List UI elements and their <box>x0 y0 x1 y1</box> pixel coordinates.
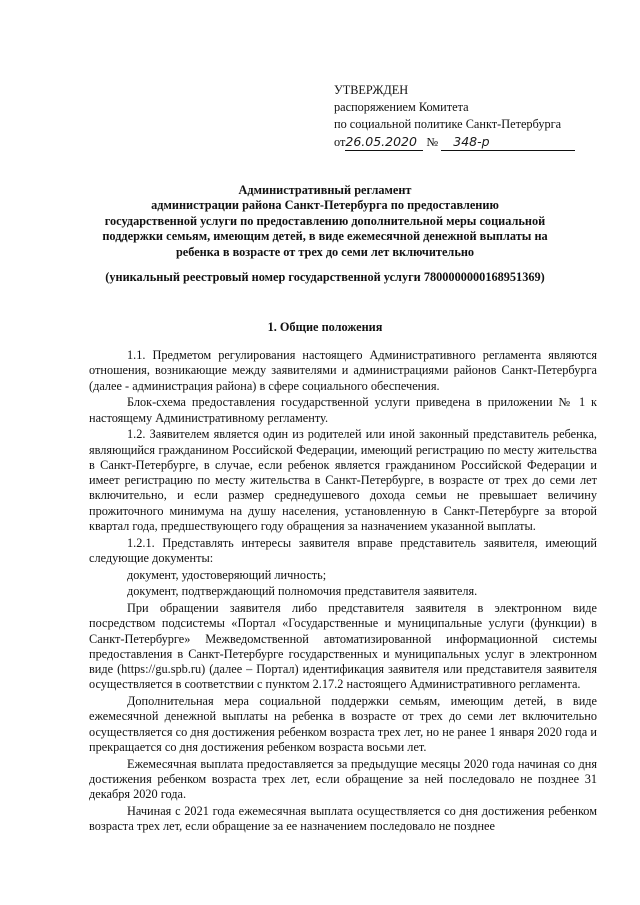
title-line: Административный регламент <box>238 183 412 197</box>
approval-block <box>334 82 624 151</box>
title-line: администрации района Санкт-Петербурга по предоставлению <box>151 198 499 213</box>
title-line: поддержки семьям, имеющим детей, в виде ежемесячной денежной выплаты на <box>102 229 548 244</box>
registry-number: (уникальный реестровый номер государственной услуги 7800000000168951369) <box>105 270 545 284</box>
paragraph: Ежемесячная выплата предоставляется за предыдущие месяцы 2020 года начиная со дня достижения ребенком возраста трех лет, если обращение за ней последовало не позднее 31 декабря 2020 года. <box>89 756 597 801</box>
approval-date-line <box>334 133 624 151</box>
handwritten-number: 348-р <box>441 133 575 151</box>
approval-heading: УТВЕРЖДЕН <box>334 83 409 97</box>
handwritten-date: 26.05.2020 <box>345 133 423 151</box>
approval-line-1: распоряжением Комитета <box>334 100 469 114</box>
date-prefix: от <box>334 135 346 149</box>
paragraph: 1.2.1. Представлять интересы заявителя вправе представитель заявителя, имеющий следующие документы: <box>89 535 597 565</box>
document-body <box>89 348 597 836</box>
paragraph: Блок-схема предоставления государственной услуги приведена в приложении № 1 к настоящему Административному регламенту. <box>89 395 597 425</box>
paragraph: 1.2. Заявителем является один из родителей или иной законный представитель ребенка, являющийся гражданином Российской Федерации, имеющий регистрацию по месту жительства в Санкт-Петербурге, в случае, если ребенок является гражданином Российской Федерации и имеет регистрацию по месту жительства в Санкт-Петербурге, в возрасте от трех до семи лет включительно, и если размер среднедушевого дохода семьи не превышает величину прожиточного минимума на душу населения, установленную в Санкт-Петербурге за второй квартал года, предшествующего году обращения за назначением указанной выплаты. <box>89 427 597 533</box>
paragraph: 1.1. Предметом регулирования настоящего Административного регламента являются отношения, возникающие между заявителями и администрациями районов Санкт-Петербурга (далее - администрация района) в сфере социального обеспечения. <box>89 348 597 393</box>
paragraph: Начиная с 2021 года ежемесячная выплата осуществляется со дня достижения ребенком возраста трех лет, если обращение за ее назначением последовало не позднее <box>89 803 597 833</box>
paragraph: Дополнительная мера социальной поддержки семьям, имеющим детей, в виде ежемесячной денежной выплаты на ребенка в возрасте от трех до семи лет включительно осуществляется со дня достижения ребенком возраста трех лет, но не ранее 1 января 2020 года и прекращается со дня достижения ребенком возраста восьми лет. <box>89 694 597 754</box>
section-title: 1. Общие положения <box>267 320 383 334</box>
document-title <box>80 183 570 260</box>
paragraph: документ, подтверждающий полномочия представителя заявителя. <box>127 584 478 599</box>
paragraph: При обращении заявителя либо представителя заявителя в электронном виде посредством подсистемы «Портал «Государственные и муниципальные услуги (функции) в Санкт-Петербурге» Межведомственной автоматизированной информационной системы предоставления в Санкт-Петербурге государственных и муниципальных услуг в электронном виде (https://gu.spb.ru) (далее – Портал) идентификация заявителя или представителя заявителя осуществляется в соответствии с пунктом 2.17.2 настоящего Административного регламента. <box>89 601 597 692</box>
title-line: государственной услуги по предоставлению дополнительной меры социальной <box>104 213 546 228</box>
title-line: ребенка в возрасте от трех до семи лет включительно <box>175 244 475 259</box>
paragraph: документ, удостоверяющий личность; <box>127 567 327 582</box>
approval-line-2: по социальной политике Санкт-Петербурга <box>334 117 562 131</box>
number-prefix: № <box>426 135 439 149</box>
